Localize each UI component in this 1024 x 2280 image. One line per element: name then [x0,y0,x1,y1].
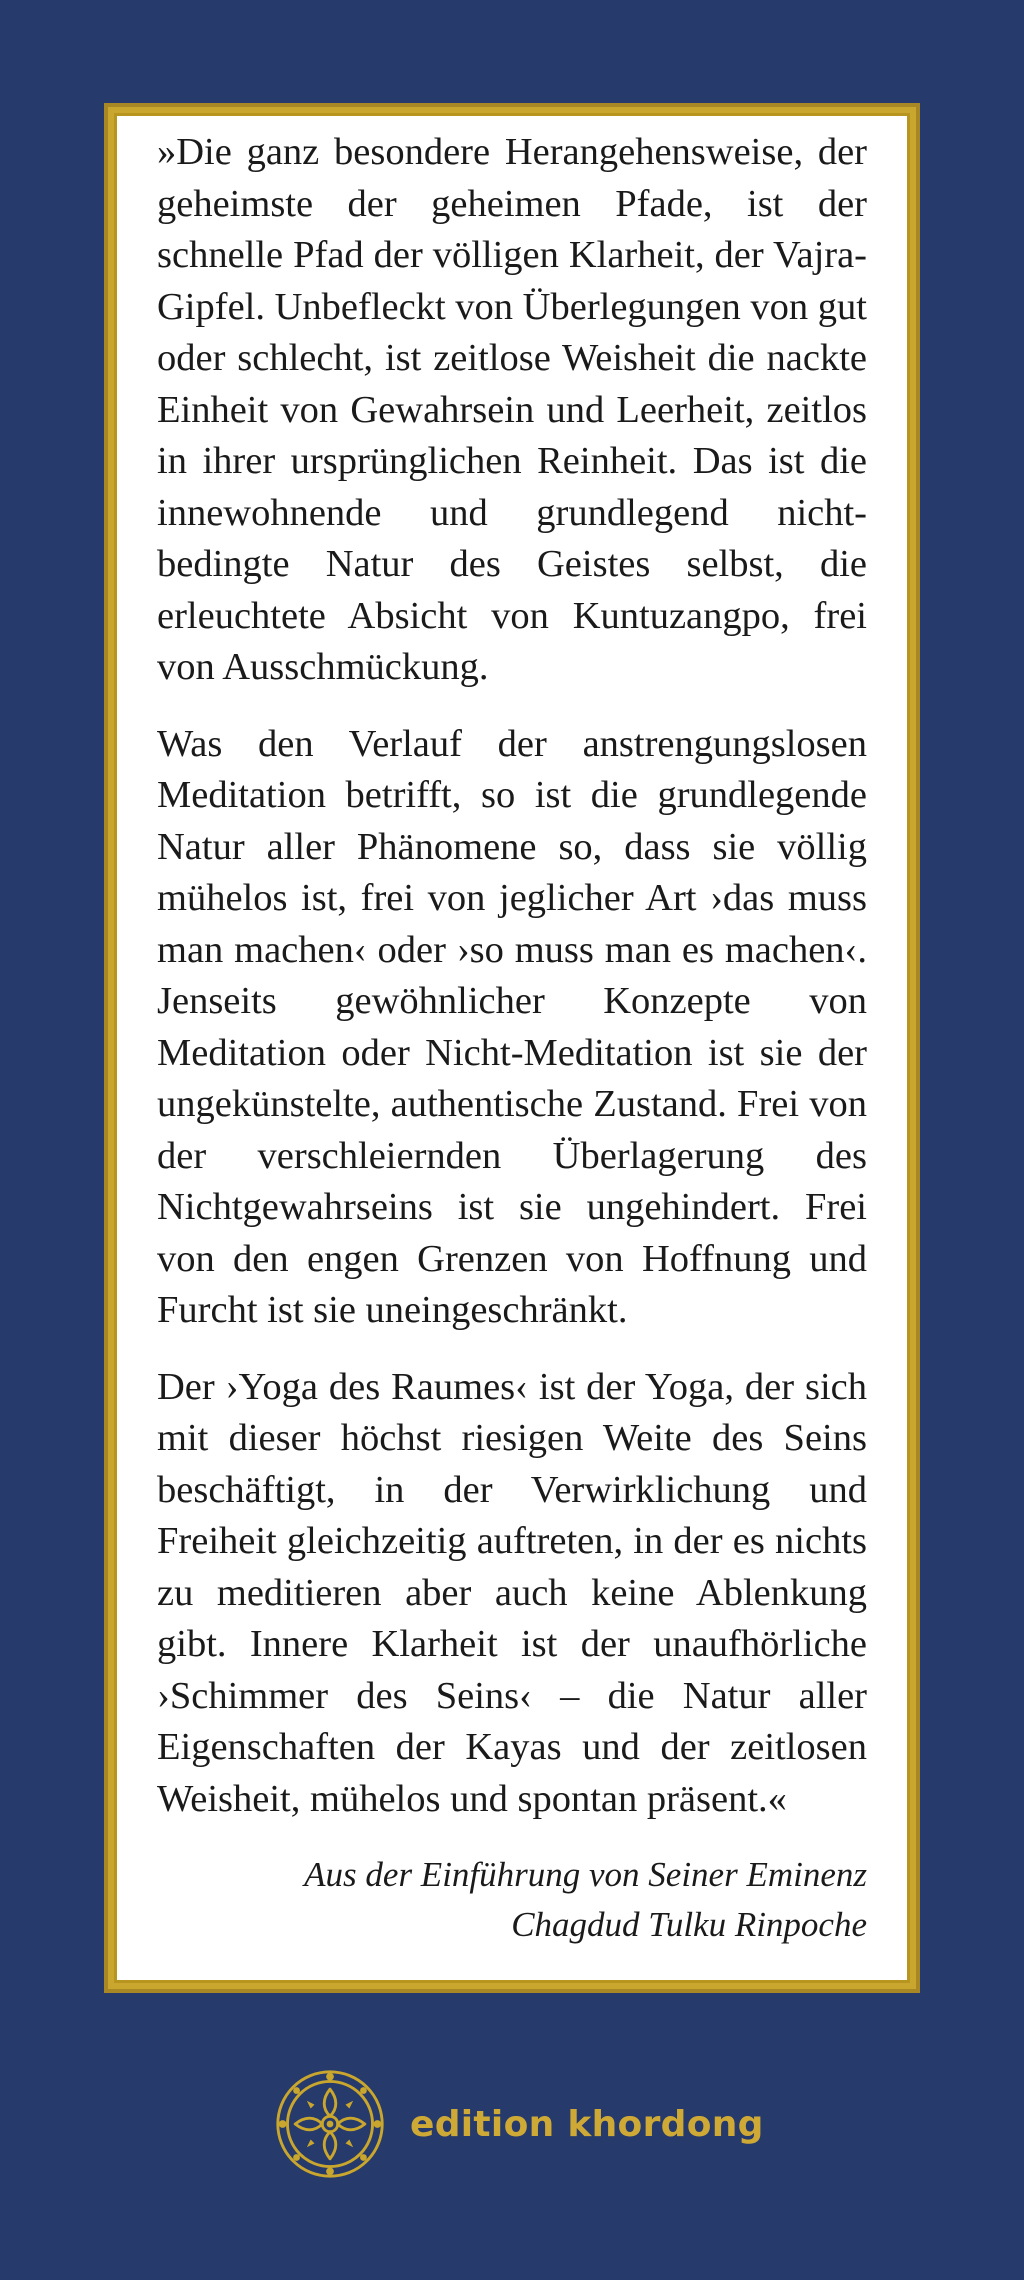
quote-panel [114,113,910,1983]
attribution-line-2: Chagdud Tulku Rinpoche [511,1905,867,1944]
quote-paragraph-1: »Die ganz besondere Herangehensweise, der geheimste der geheimen Pfade, ist der schnelle Pfad der völligen Klarheit, der Vajra-Gipfel. Unbefleckt von Überlegungen von gut oder schlecht, ist zeitlose Weisheit die nackte Einheit von Gewahrsein und Leerheit, zeitlos in ihrer ursprünglichen Reinheit. Das ist die innewohnende und grundlegend nicht-bedingte Natur des Geistes selbst, die erleuchtete Absicht von Kuntuzangpo, frei von Ausschmückung. [157,131,867,688]
attribution [157,1850,867,1950]
publisher-name: edition khordong [410,2103,764,2145]
khordong-emblem-icon [272,2066,388,2182]
publisher-block [272,2066,764,2182]
gold-frame [104,103,920,1993]
attribution-line-1: Aus der Einführung von Seiner Eminenz [304,1855,867,1894]
quote-paragraph-2: Was den Verlauf der anstrengungslosen Meditation betrifft, so ist die grundlegende Natur aller Phänomene so, dass sie völlig mühelos ist, frei von jeglicher Art ›das muss man machen‹ oder ›so muss man es machen‹. Jenseits gewöhnlicher Konzepte von Meditation oder Nicht-Meditation ist sie der ungekünstelte, authentische Zustand. Frei von der verschleiernden Überlagerung des Nichtgewahrseins ist sie ungehindert. Frei von den engen Grenzen von Hoffnung und Furcht ist sie uneingeschränkt. [157,722,867,1331]
quote-paragraph-3: Der ›Yoga des Raumes‹ ist der Yoga, der sich mit dieser höchst riesigen Weite des Seins beschäftigt, in der Verwirklichung und Freiheit gleichzeitig auftreten, in der es nichts zu meditieren aber auch keine Ablenkung gibt. Innere Klarheit ist der unaufhörliche ›Schimmer des Seins‹ – die Natur aller Eigenschaften der Kayas und der zeitlosen Weisheit, mühelos und spontan präsent.« [157,1365,867,1820]
